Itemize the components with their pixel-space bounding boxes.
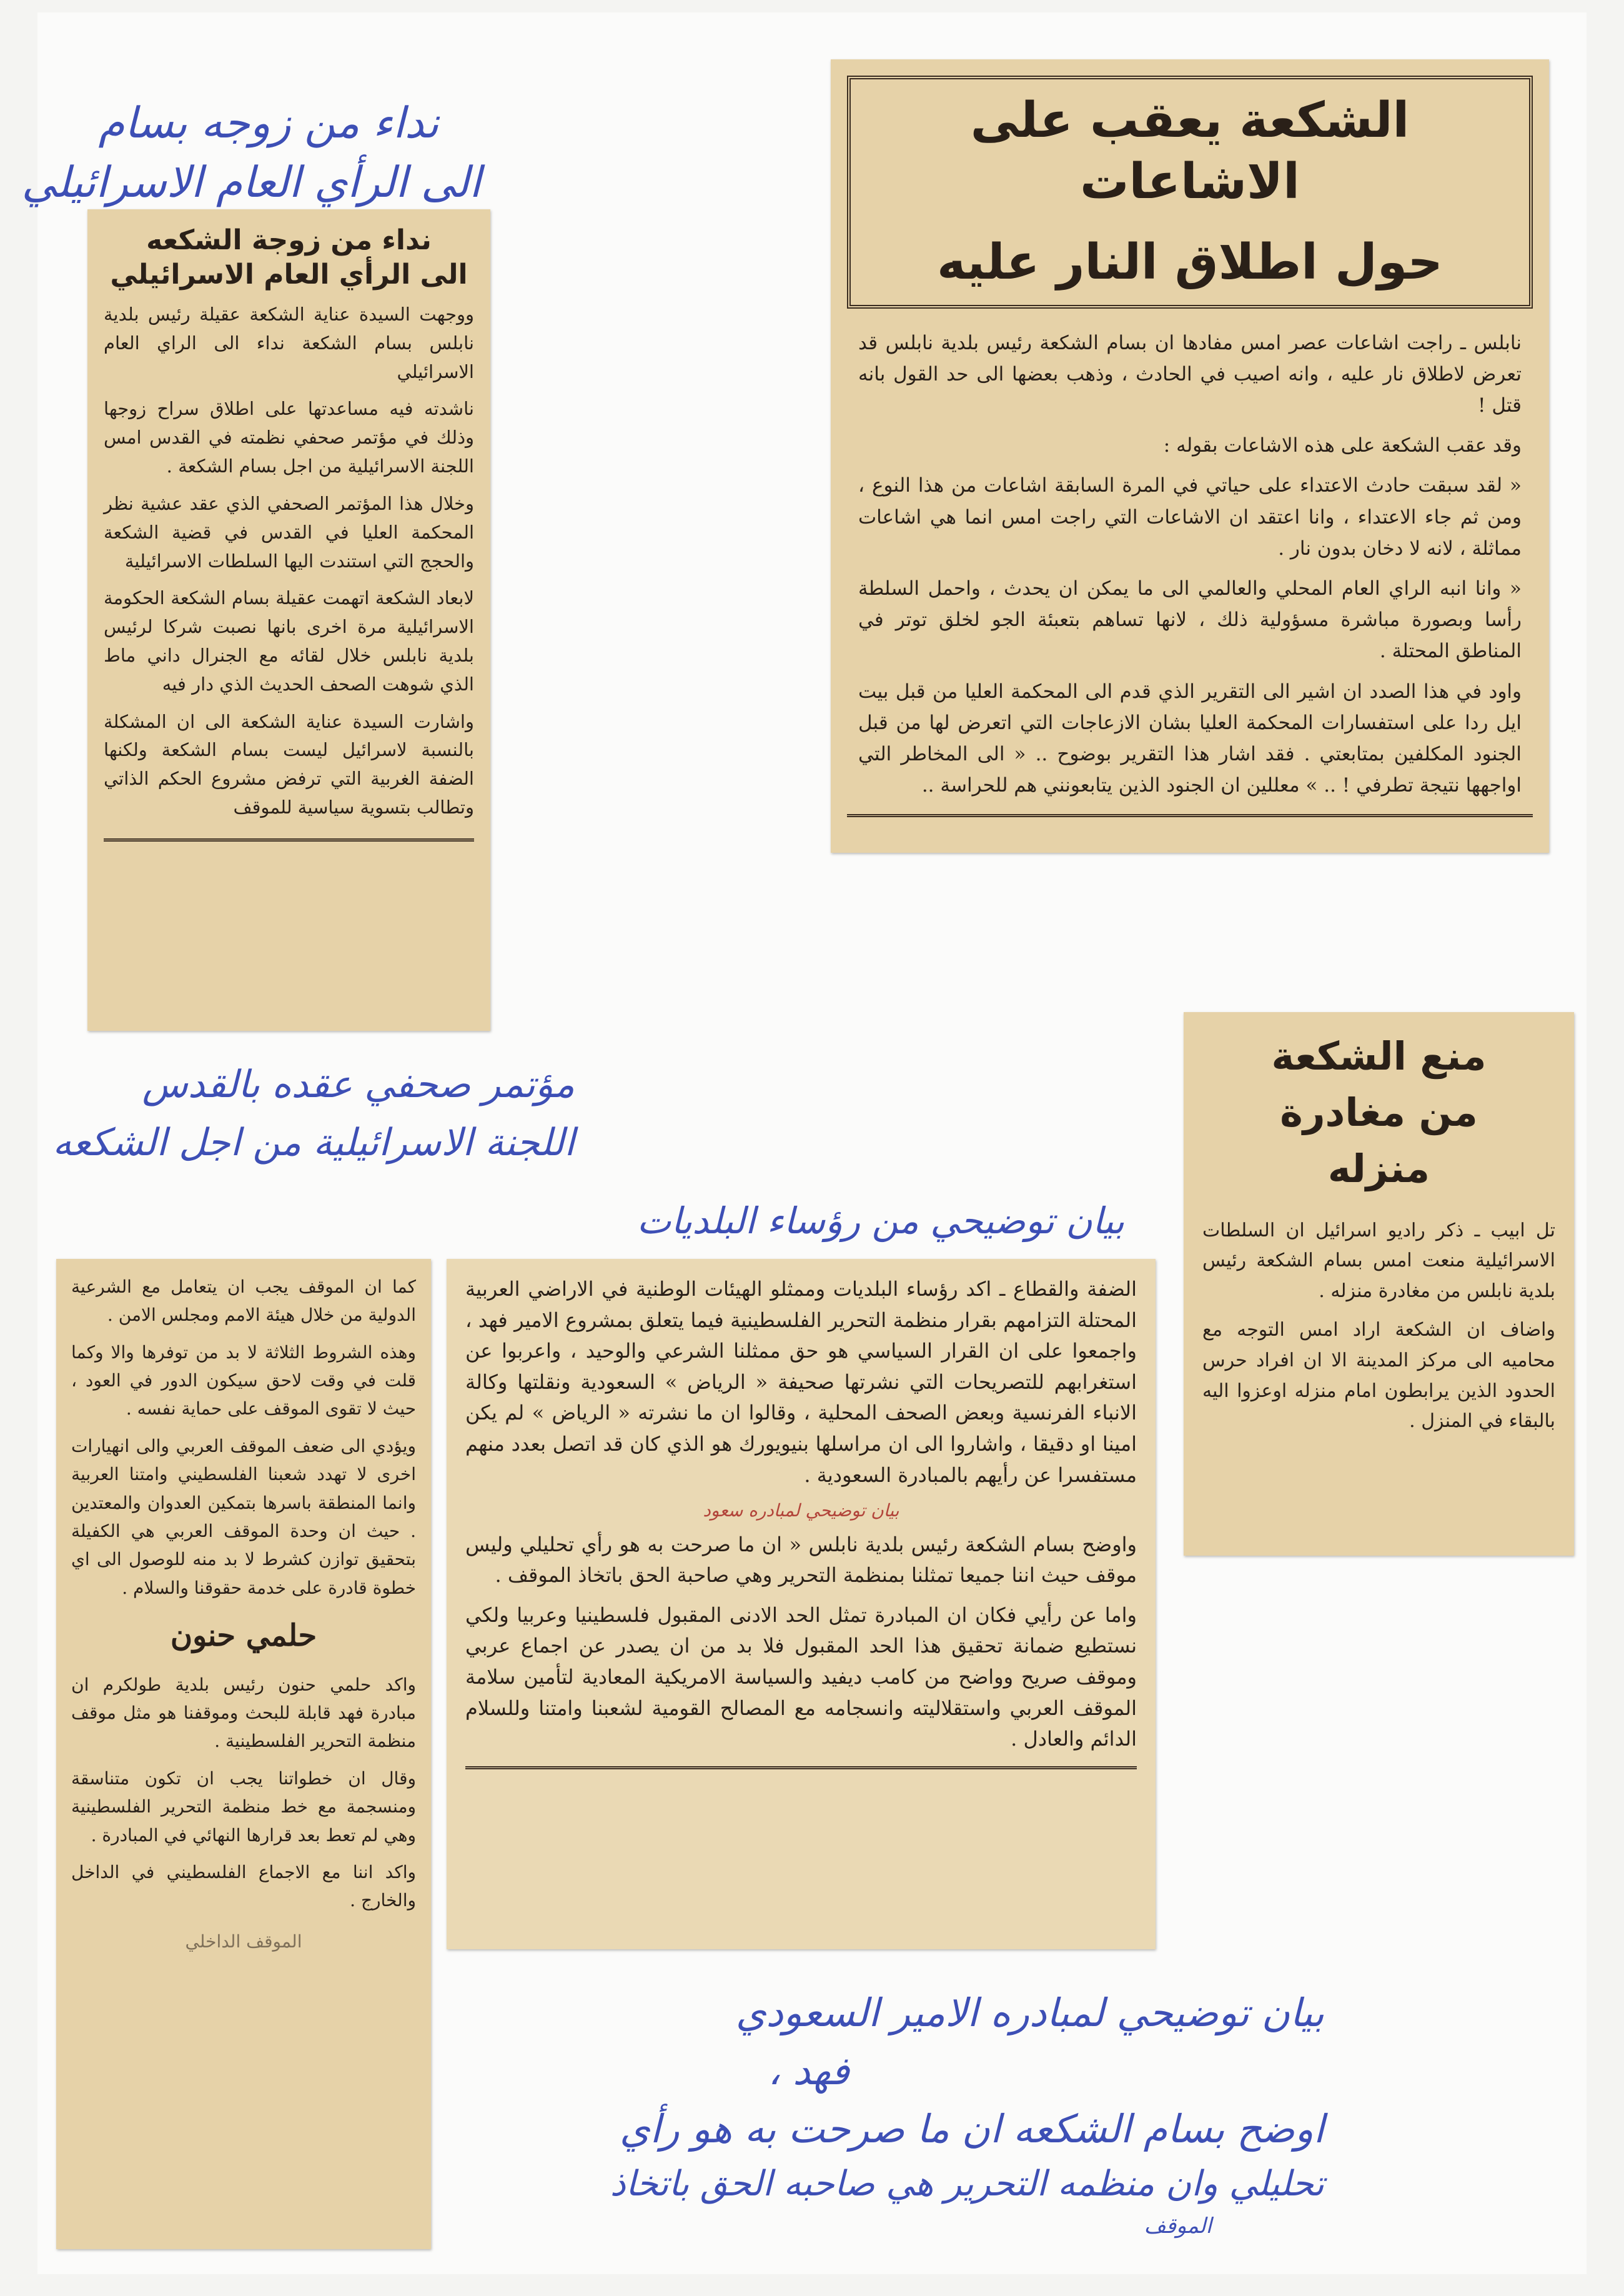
article-paragraph: واضاف ان الشكعة اراد امس التوجه مع محاميه الى مركز المدينة الا ان افراد حرس الحدود الذين يرابطون امام منزله اوعزوا اليه بالبقاء في المنزل .: [1202, 1319, 1555, 1433]
article-mayors-fahd-initiative: [447, 1259, 1156, 1949]
article-paragraph: ووجهت السيدة عناية الشكعة عقيلة رئيس بلدية نابلس بسام الشكعة نداء الى الراي العام الاسرائيلي: [104, 304, 474, 382]
headline-line-1: الشكعة يعقب على الاشاعات: [970, 92, 1410, 210]
handwritten-line: تحليلي وان منظمه التحرير هي صاحبه الحق باتخاذ: [610, 2164, 1324, 2204]
headline-line-2: من مغادرة: [1280, 1089, 1478, 1135]
article-paragraph: وهذه الشروط الثلاثة لا بد من توفرها والا وكما قلت في وقت لاحق سيكون الدور في العود ، حيث لا تقوى الموقف على حماية نفسه .: [71, 1341, 416, 1419]
inline-handwritten-note: [465, 1497, 1137, 1524]
handwritten-note-wife-appeal: [21, 94, 481, 212]
article-paragraph: تل ابيب ـ ذكر راديو اسرائيل ان السلطات الاسرائيلية منعت امس بسام الشكعة رئيس بلدية نابلس من مغادرة منزله .: [1202, 1219, 1555, 1302]
handwritten-line: بيان توضيحي لمبادره الامير السعودي: [735, 1990, 1324, 2035]
handwritten-line: الموقف: [1144, 2214, 1212, 2239]
headline-line-1: نداء من زوجة الشكعه: [146, 224, 432, 256]
section-subhead: حلمي حنون: [170, 1618, 317, 1653]
handwritten-line: الى الرأي العام الاسرائيلي: [21, 158, 481, 208]
article-paragraph: واود في هذا الصدد ان اشير الى التقرير الذي قدم الى المحكمة العليا من قبل بيت ايل ردا على استفسارات المحكمة العليا بشان الازعاجات التي اتعرض لها من قبل الجنود المكلفين بمتابعتي . فقد اشار هذا التقرير بوضوح .. « الى المخاطر التي اواجهها نتيجة تطرفي ! .. » معللين ان الجنود الذين يتابعونني هم للحراسة ..: [858, 680, 1522, 797]
article-paragraph: لابعاد الشكعة اتهمت عقيلة بسام الشكعة الحكومة الاسرائيلية مرة اخرى بانها نصبت شركا لرئيس بلدية نابلس خلال لقائه مع الجنرال داني ماط الذي شوهت الصحف الحديث الذي دار فيه: [104, 587, 474, 695]
handwritten-line: اللجنة الاسرائيلية من اجل الشكعه: [52, 1121, 575, 1165]
article-headline-box: [847, 76, 1533, 309]
article-paragraph: واكد اننا مع الاجماع الفلسطيني في الداخل والخارج .: [71, 1861, 416, 1911]
article-paragraph: نابلس ـ راجت اشاعات عصر امس مفادها ان بسام الشكعة رئيس بلدية نابلس قد تعرض لاطلاق نار عليه ، وانه اصيب في الحادث ، وذهب بعضها الى حد القول بانه قتل !: [858, 331, 1522, 417]
article-paragraph: واشارت السيدة عناية الشكعة الى ان المشكلة بالنسبة لاسرائيل ليست بسام الشكعة ولكنها الضفة الغربية التي ترفض مشروع الحكم الذاتي وتطالب بتسوية سياسية للموقف: [104, 710, 474, 818]
cutoff-line: الموقف الداخلي: [185, 1931, 302, 1952]
article-paragraph: « لقد سبقت حادث الاعتداء على حياتي في المرة السابقة اشاعات من هذا النوع ، ومن ثم جاء الاعتداء ، وانا اعتقد ان الاشاعات التي راجت امس انما هي اشاعات مماثلة ، لانه لا دخان بدون نار .: [858, 474, 1522, 560]
handwritten-line: نداء من زوجه بسام: [98, 99, 439, 148]
handwritten-note-mayors-statement: [581, 1200, 1181, 1242]
article-paragraph: الضفة والقطاع ـ اكد رؤساء البلديات وممثلو الهيئات الوطنية في الاراضي العربية المحتلة التزامهم بقرار منظمة التحرير الفلسطينية فيما يتعلق بمشروع الامير فهد ، واجمعوا على ان القرار السياسي هو حق ممثلنا الشرعي والوحيد ، واعربوا عن استغرابهم للتصريحات التي نشرتها صحيفة « الرياض » السعودية ونقلتها وكالة الانباء الفرنسية وبعض الصحف المحلية ، وقالوا ان ما نشرته « الرياض » لم يكن امينا او دقيقا ، واشاروا الى ان مراسلها بنيويورك هو الذي كان قد اتصل بعدد منهم مستفسرا عن رأيهم بالمبادرة السعودية .: [465, 1277, 1137, 1487]
article-continuation-hanoun: [56, 1259, 431, 2249]
handwritten-line: بيان توضيحي لمبادره سعود: [703, 1500, 899, 1521]
article-paragraph: ناشدته فيه مساعدتها على اطلاق سراح زوجها وذلك في مؤتمر صحفي نظمته في القدس امس اللجنة الاسرائيلية من اجل بسام الشكعة .: [104, 398, 474, 477]
handwritten-line: اوضح بسام الشكعه ان ما صرحت به هو رأي: [620, 2106, 1324, 2152]
handwritten-line: فهد ،: [768, 2048, 849, 2094]
ornament-divider: [104, 838, 474, 848]
article-shakaa-rumors: [831, 59, 1549, 853]
article-paragraph: « وانا انبه الراي العام المحلي والعالمي الى ما يمكن ان يحدث ، واحمل السلطة رأسا وبصورة مباشرة مسؤولية ذلك ، لانها تساهم بتعبئة الجو لخلق توتر في المناطق المحتلة .: [858, 577, 1522, 663]
article-house-arrest: [1184, 1012, 1574, 1556]
article-headline: [104, 223, 474, 292]
article-paragraph: وقال ان خطواتنا يجب ان تكون متناسقة ومنسجمة مع خط منظمة التحرير الفلسطينية وهي لم تعط بعد قرارها النهائي في المبادرة .: [71, 1767, 416, 1846]
article-wife-appeal: [87, 209, 490, 1031]
article-paragraph: واما عن رأيي فكان ان المبادرة تمثل الحد الادنى المقبول فلسطينيا وعربيا ولكي نستطيع ضمانة تحقيق هذا الحد المقبول فلا بد من ان يصدر عن اجماع عربي وموقف صريح وواضح من كامب ديفيد والسياسة الامريكية المعادية لتأمين سلامة الموقف العربي واستقلاليته وانسجامه مع المصالح القومية لشعبنا وامتنا وللسلام الدائم والعادل .: [465, 1603, 1137, 1751]
headline-line-2: الى الرأي العام الاسرائيلي: [110, 259, 468, 291]
handwritten-note-saudi-initiative: [462, 1984, 1324, 2242]
handwritten-line: مؤتمر صحفي عقده بالقدس: [142, 1063, 575, 1106]
article-paragraph: واوضح بسام الشكعة رئيس بلدية نابلس « ان ما صرحت به هو رأي تحليلي وليس موقف حيث اننا جميعا تمثلنا بمنظمة التحرير وهي صاحبة الحق باتخاذ الموقف .: [465, 1532, 1137, 1588]
article-paragraph: كما ان الموقف يجب ان يتعامل مع الشرعية الدولية من خلال هيئة الامم ومجلس الامن .: [71, 1276, 416, 1326]
ornament-divider: [465, 1766, 1137, 1776]
article-paragraph: ويؤدي الى ضعف الموقف العربي والى انهيارات اخرى لا تهدد شعبنا الفلسطيني وامتنا العربية وانما المنطقة باسرها بتمكين العدوان والمعتدين . حيث ان وحدة الموقف العربي هي الكفيلة بتحقيق توازن كشرط لا بد منه للوصول الى اي خطوة قادرة على خدمة حقوقنا والسلام .: [71, 1435, 416, 1598]
handwritten-note-press-conference: [52, 1056, 575, 1172]
headline-line-1: منع الشكعة: [1271, 1033, 1487, 1079]
article-headline: [1202, 1028, 1555, 1197]
article-paragraph: واكد حلمي حنون رئيس بلدية طولكرم ان مبادرة فهد قابلة للبحث وموقفنا هو مثل موقف منظمة التحرير الفلسطينية .: [71, 1674, 416, 1752]
article-paragraph: وقد عقب الشكعة على هذه الاشاعات بقوله :: [1163, 434, 1522, 457]
article-paragraph: وخلال هذا المؤتمر الصحفي الذي عقد عشية نظر المحكمة العليا في القدس في قضية الشكعة والحجج التي استندت اليها السلطات الاسرائيلية: [104, 492, 474, 572]
ornament-divider: [847, 814, 1533, 823]
headline-line-3: منزله: [1327, 1145, 1430, 1191]
headline-line-2: حول اطلاق النار عليه: [937, 234, 1443, 291]
article-body: [847, 327, 1533, 802]
handwritten-line: بيان توضيحي من رؤساء البلديات: [636, 1200, 1125, 1242]
